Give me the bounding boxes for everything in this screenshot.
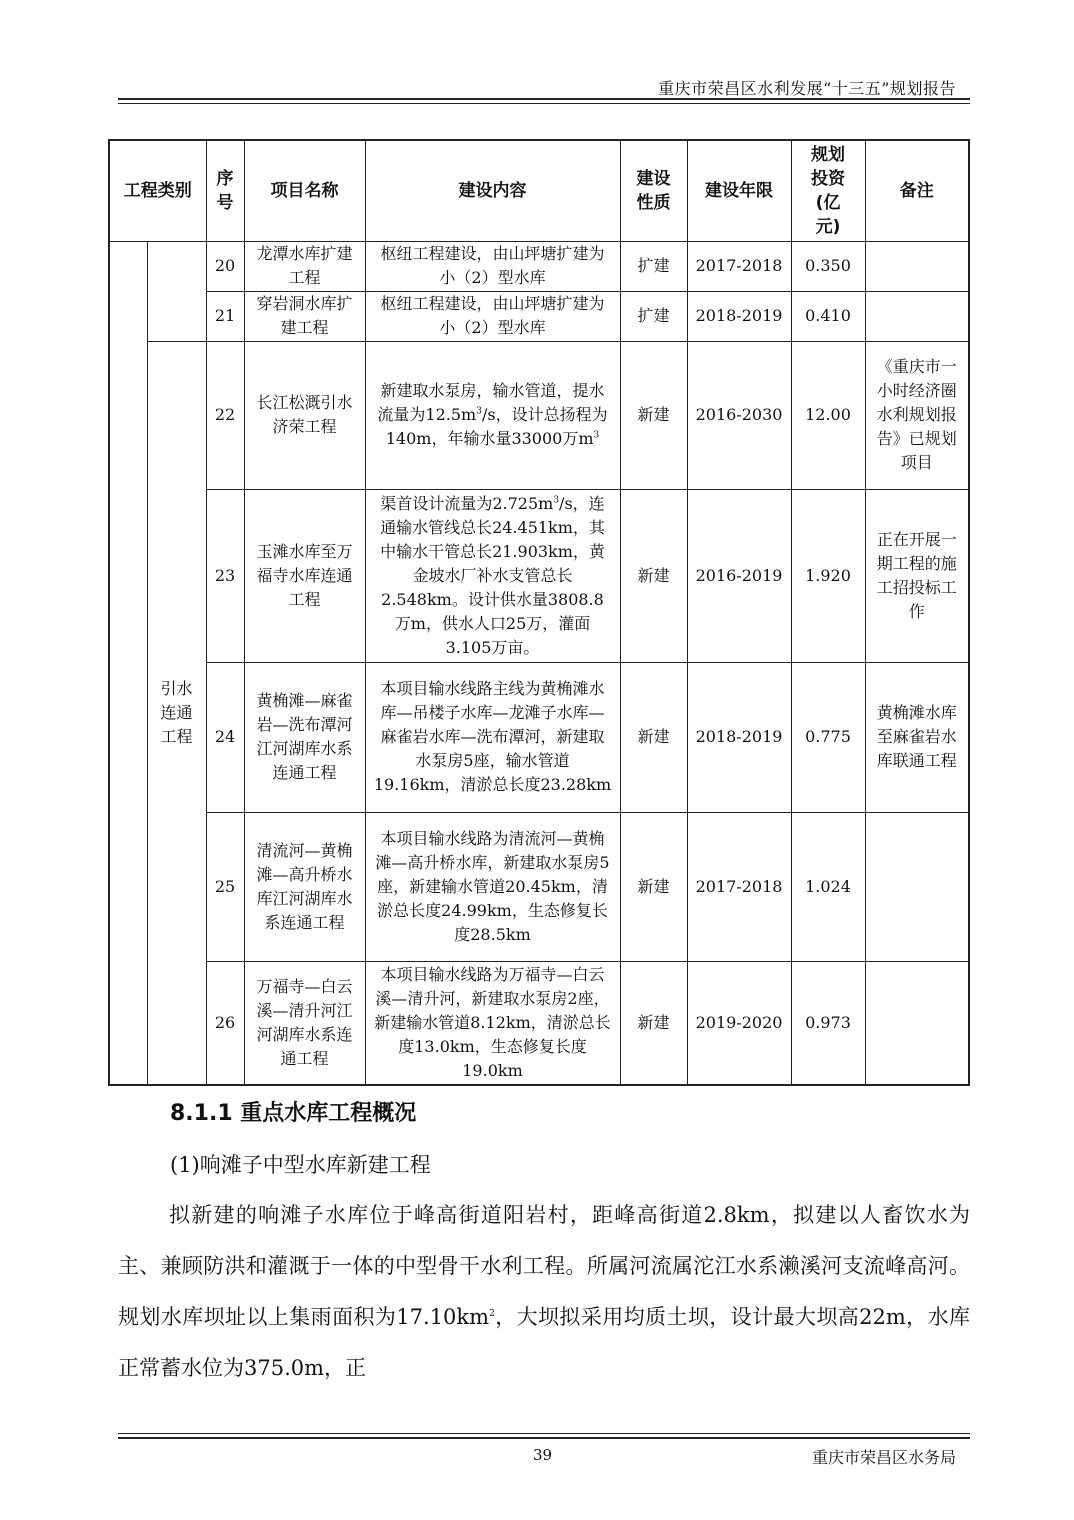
project-investment: 1.920 [791, 489, 865, 662]
row-number: 25 [206, 812, 244, 961]
project-content: 枢纽工程建设，由山坪塘扩建为小（2）型水库 [365, 291, 620, 341]
footer-rule-thin [118, 1433, 970, 1434]
project-years: 2019-2020 [687, 961, 791, 1085]
project-years: 2016-2030 [687, 341, 791, 489]
col-header-content: 建设内容 [365, 140, 620, 241]
project-name: 黄桷滩—麻雀岩—洗布潭河江河湖库水系连通工程 [244, 662, 365, 812]
section-heading: 8.1.1 重点水库工程概况 [170, 1101, 417, 1126]
col-header-category: 工程类别 [109, 140, 206, 241]
row-number: 22 [206, 341, 244, 489]
body-paragraph: 拟新建的响滩子水库位于峰高街道阳岩村，距峰高街道2.8km，拟建以人畜饮水为主、兼顾防洪和灌溉于一体的中型骨干水利工程。所属河流属沱江水系濑溪河支流峰高河。规划水库坝址以上集雨面积为$17.10km^2$，大坝拟采用均质土坝，设计最大坝高22m，水库正常蓄水位为375.0m，正 [118, 1203, 970, 1380]
project-name: 长江松溉引水济荣工程 [244, 341, 365, 489]
footer-rule-thick [118, 1437, 970, 1439]
project-remark: 黄桷滩水库至麻雀岩水库联通工程 [865, 662, 969, 812]
project-years: 2017-2018 [687, 812, 791, 961]
row-number: 20 [206, 241, 244, 291]
col-header-years: 建设年限 [687, 140, 791, 241]
project-years: 2018-2019 [687, 662, 791, 812]
category-blank-cell [147, 241, 206, 341]
footer-organization: 重庆市荣昌区水务局 [811, 1448, 956, 1467]
project-name: 清流河—黄桷滩—高升桥水库江河湖库水系连通工程 [244, 812, 365, 961]
project-remark: 《重庆市一小时经济圈水利规划报告》已规划项目 [865, 341, 969, 489]
project-nature: 扩建 [620, 291, 687, 341]
col-header-nature: 建设 性质 [620, 140, 687, 241]
project-name: 穿岩洞水库扩建工程 [244, 291, 365, 341]
project-years: 2018-2019 [687, 291, 791, 341]
project-remark [865, 241, 969, 291]
header-rule-thin [118, 103, 970, 104]
project-remark: 正在开展一期工程的施工招投标工作 [865, 489, 969, 662]
table-row [109, 662, 969, 812]
project-years: 2016-2019 [687, 489, 791, 662]
category-outer-cell [109, 241, 147, 1085]
category-label: 引水连通工程 [160, 678, 193, 746]
project-nature: 新建 [620, 341, 687, 489]
table-row [109, 241, 969, 291]
project-investment: 0.350 [791, 241, 865, 291]
project-investment: 0.775 [791, 662, 865, 812]
col-header-name: 项目名称 [244, 140, 365, 241]
project-investment: 0.410 [791, 291, 865, 341]
col-header-seq: 序 号 [206, 140, 244, 241]
project-name: 龙潭水库扩建工程 [244, 241, 365, 291]
row-number: 24 [206, 662, 244, 812]
project-content: 枢纽工程建设，由山坪塘扩建为小（2）型水库 [365, 241, 620, 291]
table-header-row [109, 140, 969, 241]
project-investment: 0.973 [791, 961, 865, 1085]
row-number: 26 [206, 961, 244, 1085]
project-content: 本项目输水线路为清流河—黄桷滩—高升桥水库，新建取水泵房5座，新建输水管道20.45km，清淤总长度24.99km，生态修复长度28.5km [365, 812, 620, 961]
header-rule-thick [118, 98, 970, 100]
project-content: 渠首设计流量为$2.725m^3/s$，连通输水管线总长24.451km，其中输水干管总长21.903km，黄金坡水厂补水支管总长2.548km。设计供水量3808.8万m，供水人口25万，灌面3.105万亩。 [365, 489, 620, 662]
project-remark [865, 291, 969, 341]
category-label-cell [147, 341, 206, 1085]
project-content: 本项目输水线路主线为黄桷滩水库—吊楼子水库—龙滩子水库—麻雀岩水库—洗布潭河，新建取水泵房5座，输水管道19.16km，清淤总长度23.28km [365, 662, 620, 812]
row-number: 21 [206, 291, 244, 341]
project-nature: 新建 [620, 489, 687, 662]
page-number: 39 [533, 1446, 553, 1464]
project-nature: 新建 [620, 961, 687, 1085]
col-header-remark: 备注 [865, 140, 969, 241]
table-row [109, 291, 969, 341]
sub-heading: (1)响滩子中型水库新建工程 [170, 1153, 431, 1177]
project-remark [865, 961, 969, 1085]
table-row [109, 341, 969, 489]
running-header: 重庆市荣昌区水利发展“十三五”规划报告 [658, 79, 956, 98]
table-row [109, 489, 969, 662]
project-name: 万福寺—白云溪—清升河江河湖库水系连通工程 [244, 961, 365, 1085]
project-nature: 新建 [620, 812, 687, 961]
project-name: 玉滩水库至万福寺水库连通工程 [244, 489, 365, 662]
table-row [109, 961, 969, 1085]
project-remark [865, 812, 969, 961]
project-nature: 新建 [620, 662, 687, 812]
col-header-investment: 规划 投资 (亿 元) [791, 140, 865, 241]
project-content: 新建取水泵房，输水管道，提水流量为$12.5m^3/s$，设计总扬程为140m，年输水量33000万$m^3$ [365, 341, 620, 489]
table-row [109, 812, 969, 961]
project-investment: 12.00 [791, 341, 865, 489]
row-number: 23 [206, 489, 244, 662]
project-content: 本项目输水线路为万福寺—白云溪—清升河，新建取水泵房2座，新建输水管道8.12km，清淤总长度13.0km，生态修复长度19.0km [365, 961, 620, 1085]
project-table [108, 139, 970, 1086]
project-investment: 1.024 [791, 812, 865, 961]
project-years: 2017-2018 [687, 241, 791, 291]
project-nature: 扩建 [620, 241, 687, 291]
